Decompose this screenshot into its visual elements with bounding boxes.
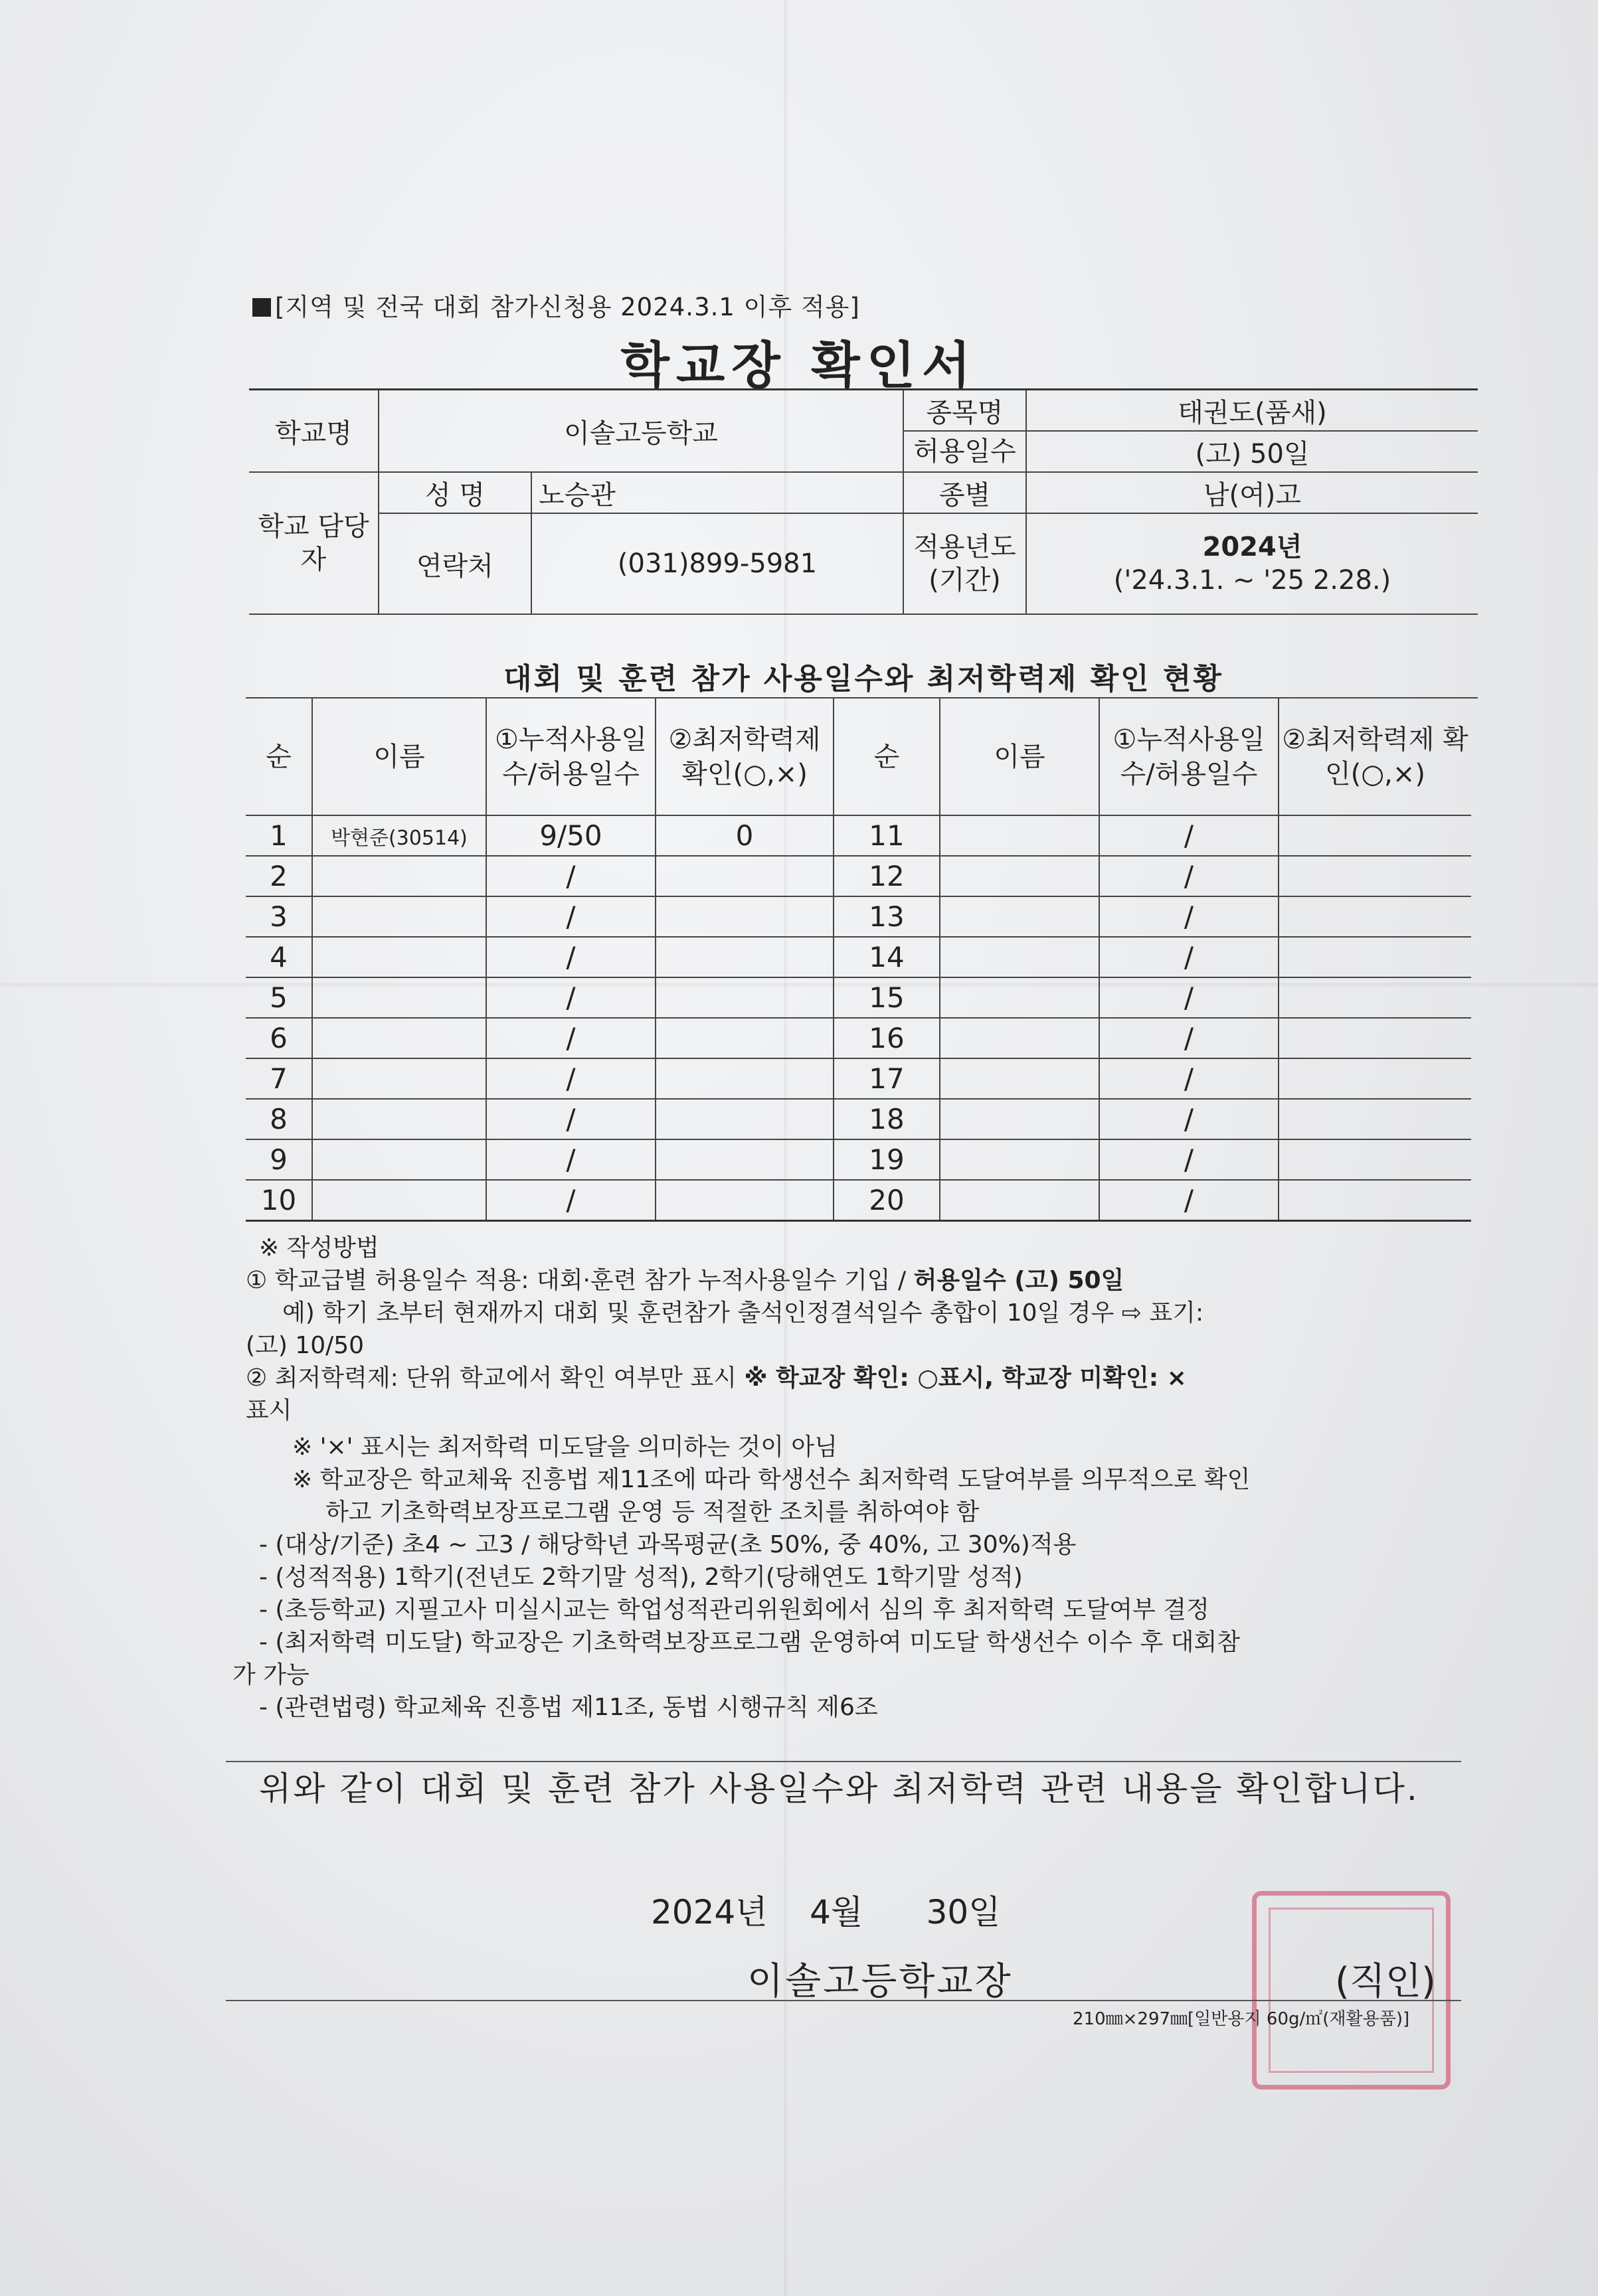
col-header-no: 순 bbox=[246, 698, 312, 815]
note-detail-4-cont: 가 가능 bbox=[232, 1661, 310, 1688]
year-label: 적용년도 (기간) bbox=[903, 513, 1026, 614]
col-header-name: 이름 bbox=[940, 698, 1099, 815]
header-note bbox=[252, 287, 860, 323]
cell-no: 10 bbox=[246, 1180, 312, 1221]
school-label: 학교명 bbox=[249, 390, 379, 473]
note-1-emphasis: 허용일수 (고) 50일 bbox=[913, 1267, 1124, 1294]
note-2-emphasis: ※ 학교장 확인: ○표시, 학교장 미확인: × bbox=[744, 1364, 1187, 1392]
instructions bbox=[232, 1232, 1468, 1724]
cell-name bbox=[312, 1180, 486, 1221]
cell-no: 17 bbox=[834, 1058, 940, 1099]
cell-academic bbox=[1279, 815, 1471, 856]
cell-name bbox=[312, 856, 486, 896]
table-row bbox=[246, 977, 1471, 1018]
cell-academic bbox=[656, 937, 834, 977]
sport-value: 태권도(품새) bbox=[1026, 390, 1478, 432]
page-title: 학교장 확인서 bbox=[620, 336, 978, 395]
cell-name bbox=[312, 1018, 486, 1058]
cell-no: 18 bbox=[834, 1099, 940, 1139]
note-2 bbox=[246, 1362, 1468, 1394]
school-name: 이솔고등학교 bbox=[379, 390, 903, 473]
divider bbox=[226, 2000, 1461, 2001]
cell-academic bbox=[1279, 1139, 1471, 1180]
cell-no: 9 bbox=[246, 1139, 312, 1180]
cell-days: / bbox=[1099, 1058, 1279, 1099]
table-row bbox=[246, 1180, 1471, 1221]
sport-label: 종목명 bbox=[903, 390, 1026, 432]
cell-name bbox=[312, 937, 486, 977]
cell-no: 5 bbox=[246, 977, 312, 1018]
cell-name bbox=[940, 1099, 1099, 1139]
table-row bbox=[246, 1058, 1471, 1099]
note-detail-5: - (관련법령) 학교체육 진흥법 제11조, 동법 시행규칙 제6조 bbox=[259, 1694, 878, 1721]
cell-name bbox=[940, 856, 1099, 896]
cell-academic bbox=[1279, 856, 1471, 896]
cell-days: / bbox=[486, 1058, 656, 1099]
cell-academic bbox=[656, 896, 834, 937]
note-1-text: ① 학교급별 허용일수 적용: 대회·훈련 참가 누적사용일수 기입 / bbox=[246, 1267, 914, 1294]
cell-academic bbox=[1279, 1018, 1471, 1058]
col-header-no: 순 bbox=[834, 698, 940, 815]
cell-name bbox=[940, 896, 1099, 937]
paper-spec: 210㎜×297㎜[일반용지 60g/㎡(재활용품)] bbox=[1073, 2009, 1410, 2029]
date-year: 2024년 bbox=[651, 1893, 768, 1931]
cell-days: / bbox=[1099, 1180, 1279, 1221]
cell-no: 11 bbox=[834, 815, 940, 856]
cell-days: / bbox=[1099, 937, 1279, 977]
cell-days: / bbox=[1099, 1018, 1279, 1058]
period-value: ('24.3.1. ~ '25 2.28.) bbox=[1113, 565, 1391, 596]
cell-name: 박현준(30514) bbox=[312, 815, 486, 856]
cell-name bbox=[312, 896, 486, 937]
cell-no: 1 bbox=[246, 815, 312, 856]
table-row bbox=[246, 1099, 1471, 1139]
cell-name bbox=[312, 1058, 486, 1099]
cell-days: / bbox=[1099, 977, 1279, 1018]
year-value: 2024년 bbox=[1202, 532, 1302, 562]
cell-academic bbox=[1279, 1180, 1471, 1221]
category-label: 종별 bbox=[903, 472, 1026, 513]
cell-no: 3 bbox=[246, 896, 312, 937]
cell-academic bbox=[1279, 977, 1471, 1018]
col-header-days: ①누적사용일수/허용일수 bbox=[1099, 698, 1279, 815]
cell-no: 20 bbox=[834, 1180, 940, 1221]
category-value: 남(여)고 bbox=[1026, 472, 1478, 513]
cell-no: 19 bbox=[834, 1139, 940, 1180]
note-1 bbox=[246, 1264, 1468, 1297]
cell-name bbox=[940, 1139, 1099, 1180]
cell-no: 14 bbox=[834, 937, 940, 977]
cell-name bbox=[940, 1058, 1099, 1099]
cell-no: 7 bbox=[246, 1058, 312, 1099]
cell-academic bbox=[656, 1058, 834, 1099]
cell-days: / bbox=[1099, 815, 1279, 856]
cell-days: / bbox=[486, 1099, 656, 1139]
cell-no: 13 bbox=[834, 896, 940, 937]
cell-days: / bbox=[1099, 896, 1279, 937]
seal-label: (직인) bbox=[1335, 1960, 1436, 2003]
cell-no: 16 bbox=[834, 1018, 940, 1058]
cell-academic bbox=[656, 1180, 834, 1221]
cell-academic bbox=[1279, 1058, 1471, 1099]
header-note-text: [지역 및 전국 대회 참가신청용 2024.3.1 이후 적용] bbox=[275, 293, 860, 321]
allowed-label: 허용일수 bbox=[903, 431, 1026, 472]
cell-academic: 0 bbox=[656, 815, 834, 856]
staff-label: 학교 담당자 bbox=[249, 472, 379, 614]
staff-name: 노승관 bbox=[531, 472, 903, 513]
cell-no: 15 bbox=[834, 977, 940, 1018]
year-cell bbox=[1026, 513, 1478, 614]
cell-academic bbox=[656, 1018, 834, 1058]
col-header-name: 이름 bbox=[312, 698, 486, 815]
cell-name bbox=[940, 815, 1099, 856]
note-1-example-cont: (고) 10/50 bbox=[246, 1332, 365, 1359]
cell-days: / bbox=[1099, 856, 1279, 896]
section-title: 대회 및 훈련 참가 사용일수와 최저학력제 확인 현황 bbox=[249, 661, 1478, 698]
table-row bbox=[246, 896, 1471, 937]
note-star-2-cont: 하고 기초학력보장프로그램 운영 등 적절한 조치를 취하여야 함 bbox=[325, 1499, 980, 1526]
cell-days: / bbox=[486, 896, 656, 937]
cell-no: 12 bbox=[834, 856, 940, 896]
note-detail-3: - (초등학교) 지필고사 미실시교는 학업성적관리위원회에서 심의 후 최저학력 도달여부 결정 bbox=[259, 1596, 1209, 1623]
cell-name bbox=[312, 977, 486, 1018]
name-label: 성 명 bbox=[379, 472, 531, 513]
info-table bbox=[249, 388, 1478, 615]
col-header-academic: ②최저학력제 확인(○,×) bbox=[1279, 698, 1471, 815]
note-detail-1: - (대상/기준) 초4 ~ 고3 / 해당학년 과목평균(초 50%, 중 40%, 고 30%)적용 bbox=[259, 1531, 1077, 1558]
cell-academic bbox=[656, 977, 834, 1018]
cell-academic bbox=[656, 1099, 834, 1139]
col-header-days: ①누적사용일수/허용일수 bbox=[486, 698, 656, 815]
cell-days: / bbox=[486, 937, 656, 977]
contact-value: (031)899-5981 bbox=[531, 513, 903, 614]
cell-academic bbox=[656, 1139, 834, 1180]
table-row bbox=[246, 1139, 1471, 1180]
cell-days: / bbox=[1099, 1099, 1279, 1139]
cell-days: / bbox=[486, 1018, 656, 1058]
cell-name bbox=[940, 977, 1099, 1018]
cell-days: / bbox=[486, 1180, 656, 1221]
cell-no: 4 bbox=[246, 937, 312, 977]
cell-name bbox=[940, 937, 1099, 977]
cell-name bbox=[312, 1139, 486, 1180]
cell-academic bbox=[1279, 1099, 1471, 1139]
cell-days: 9/50 bbox=[486, 815, 656, 856]
cell-no: 8 bbox=[246, 1099, 312, 1139]
note-2-cont: 표시 bbox=[246, 1397, 292, 1424]
cell-academic bbox=[656, 856, 834, 896]
square-bullet-icon bbox=[252, 298, 271, 317]
note-star-1: ※ '×' 표시는 최저학력 미도달을 의미하는 것이 아님 bbox=[292, 1434, 838, 1461]
note-star-2: ※ 학교장은 학교체육 진흥법 제11조에 따라 학생선수 최저학력 도달여부를 의무적으로 확인 bbox=[292, 1466, 1251, 1493]
cell-no: 6 bbox=[246, 1018, 312, 1058]
signer-name: 이솔고등학교장 bbox=[747, 1960, 1013, 2003]
note-detail-2: - (성적적용) 1학기(전년도 2학기말 성적), 2학기(당해연도 1학기말 성적) bbox=[259, 1564, 1023, 1591]
confirmation-text: 위와 같이 대회 및 훈련 참가 사용일수와 최저학력 관련 내용을 확인합니다. bbox=[259, 1769, 1419, 1808]
cell-academic bbox=[1279, 937, 1471, 977]
contact-label: 연락처 bbox=[379, 513, 531, 614]
note-2-text: ② 최저학력제: 단위 학교에서 확인 여부만 표시 bbox=[246, 1364, 745, 1392]
notes-heading: ※ 작성방법 bbox=[259, 1234, 379, 1262]
table-row bbox=[246, 937, 1471, 977]
table-row bbox=[246, 1018, 1471, 1058]
cell-days: / bbox=[1099, 1139, 1279, 1180]
date-month: 4월 bbox=[810, 1893, 863, 1931]
roster-table bbox=[246, 697, 1471, 1222]
col-header-academic: ②최저학력제 확인(○,×) bbox=[656, 698, 834, 815]
table-row bbox=[246, 815, 1471, 856]
note-1-example: 예) 학기 초부터 현재까지 대회 및 훈련참가 출석인정결석일수 총합이 10일 경우 ⇨ 표기: bbox=[282, 1299, 1204, 1327]
cell-name bbox=[312, 1099, 486, 1139]
roster-header-row bbox=[246, 698, 1471, 815]
issue-date bbox=[651, 1886, 1001, 1933]
date-day: 30일 bbox=[926, 1893, 1001, 1931]
note-detail-4: - (최저학력 미도달) 학교장은 기초학력보장프로그램 운영하여 미도달 학생선수 이수 후 대회참 bbox=[259, 1629, 1241, 1656]
cell-academic bbox=[1279, 896, 1471, 937]
cell-days: / bbox=[486, 977, 656, 1018]
table-row bbox=[246, 856, 1471, 896]
allowed-value: (고) 50일 bbox=[1026, 431, 1478, 472]
cell-name bbox=[940, 1018, 1099, 1058]
cell-no: 2 bbox=[246, 856, 312, 896]
cell-days: / bbox=[486, 1139, 656, 1180]
cell-name bbox=[940, 1180, 1099, 1221]
cell-days: / bbox=[486, 856, 656, 896]
